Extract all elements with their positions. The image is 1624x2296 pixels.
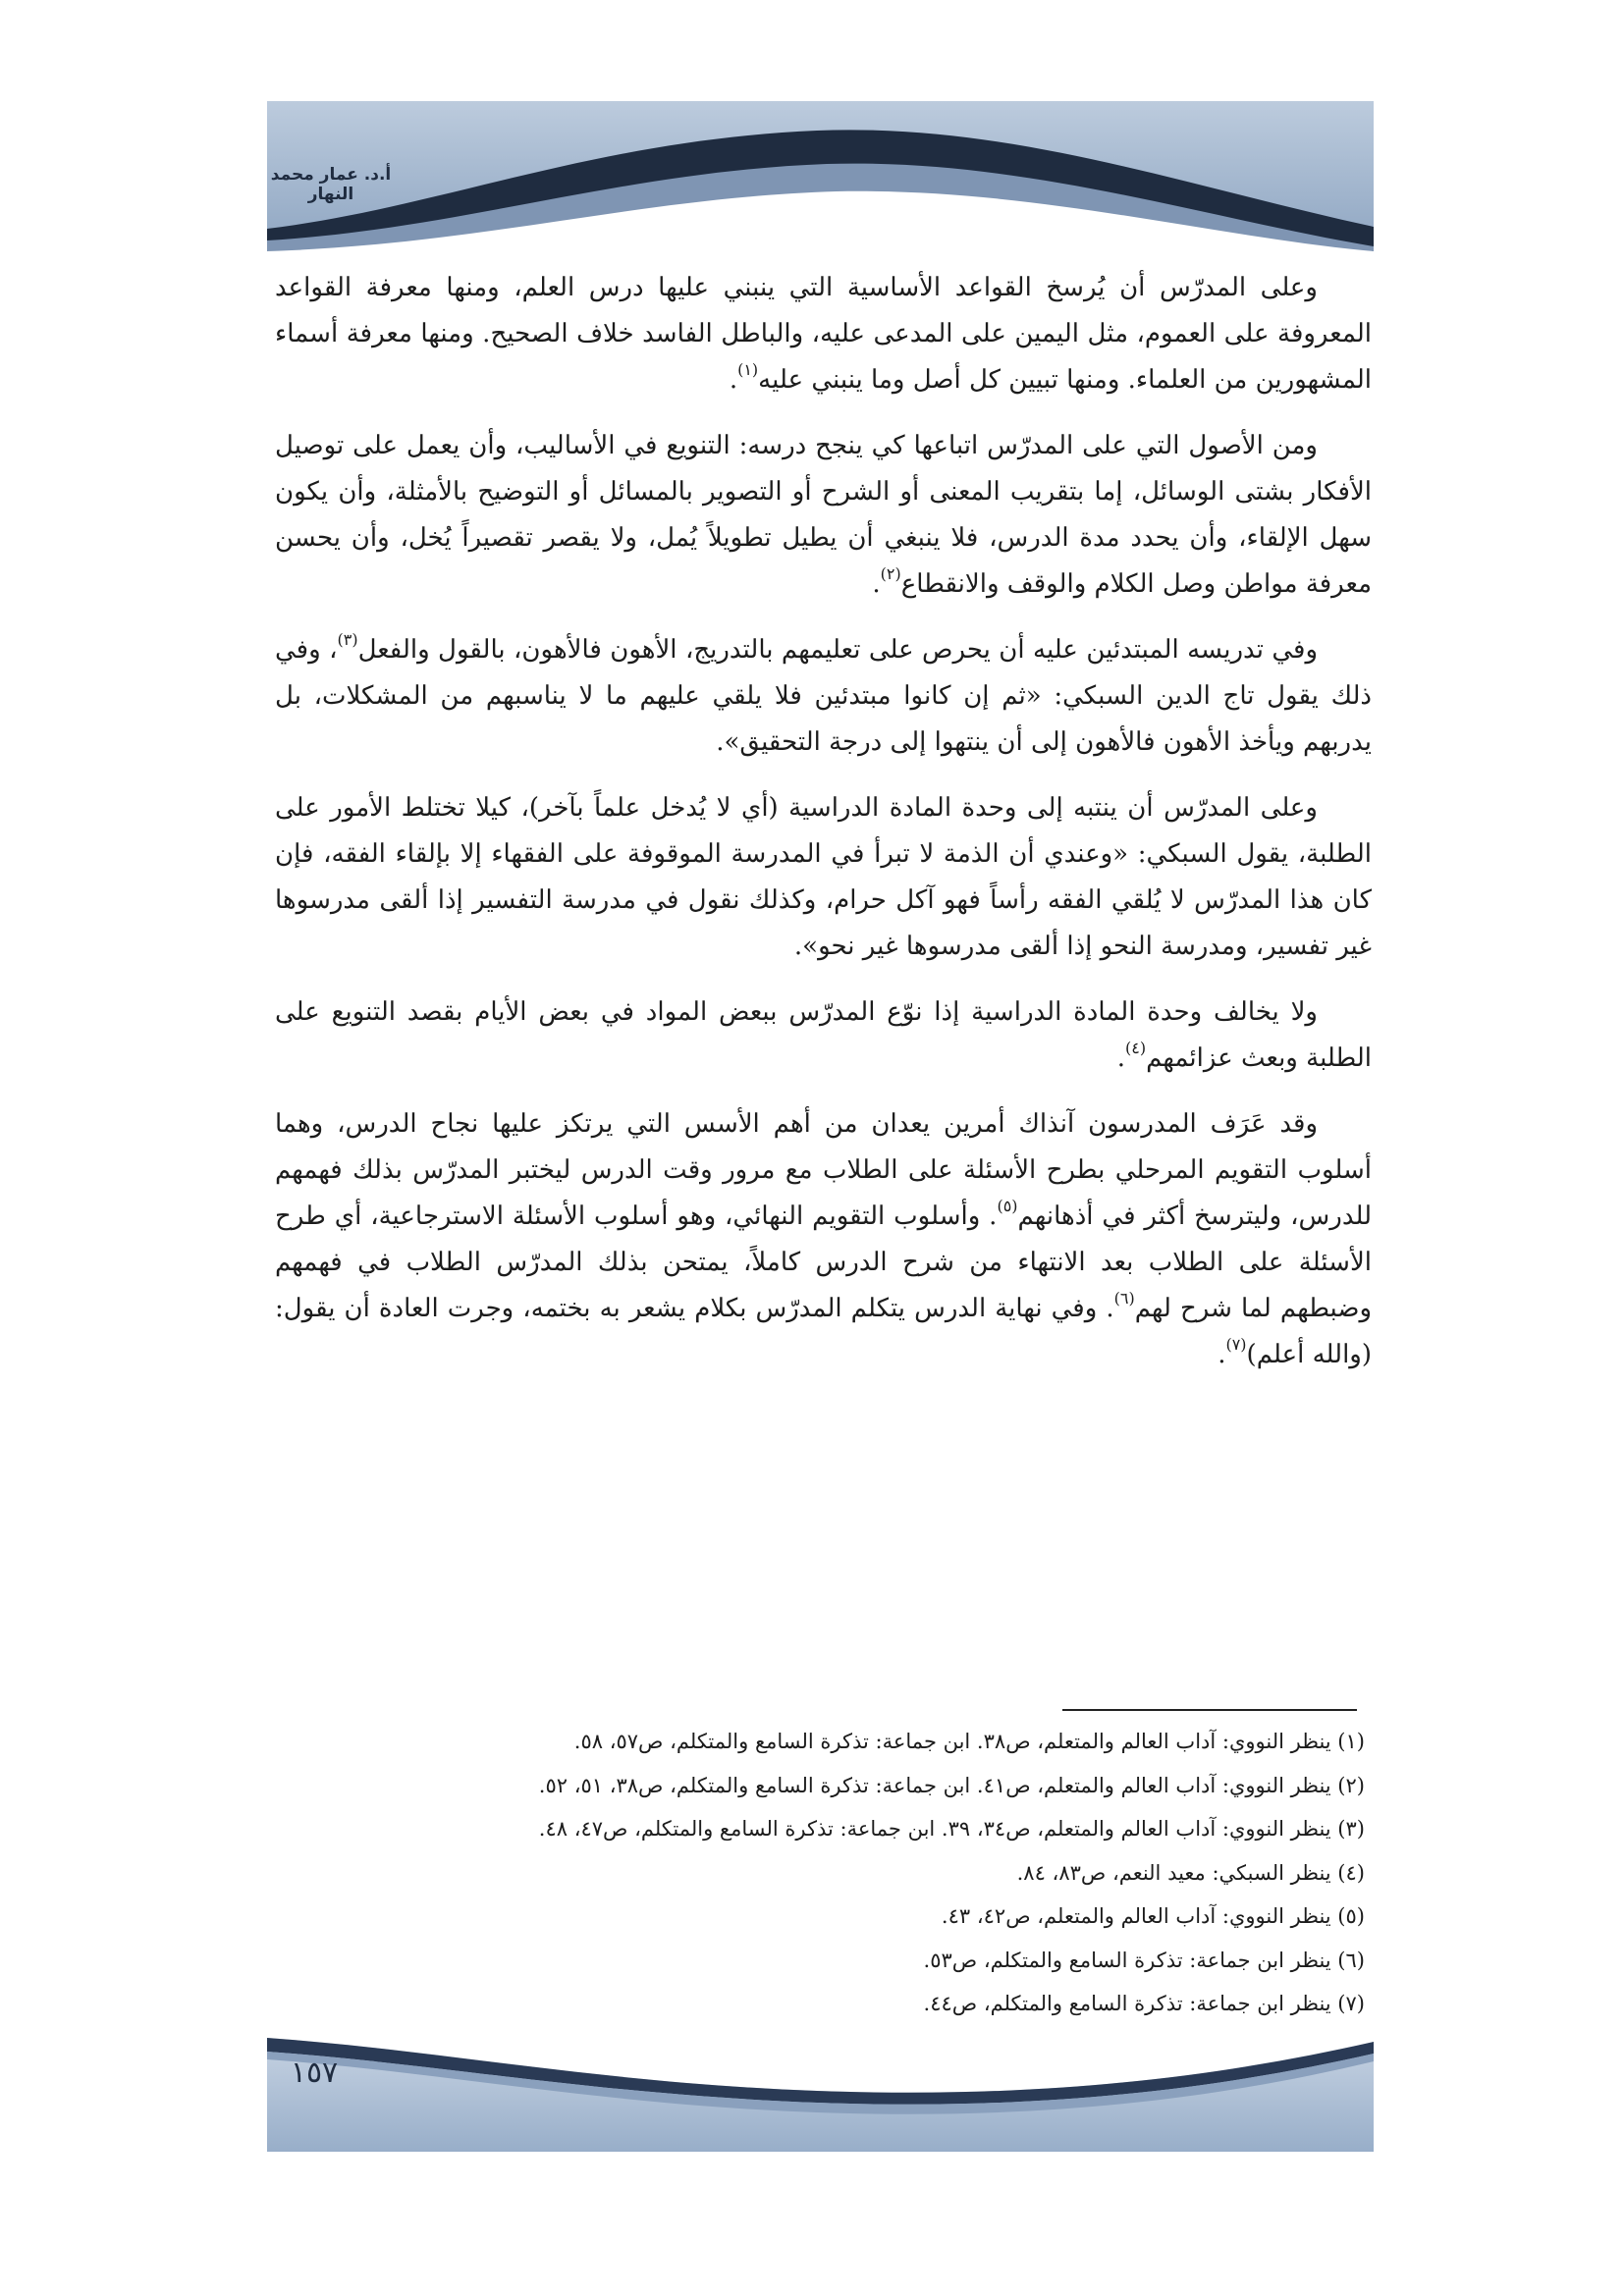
paragraph: ولا يخالف وحدة المادة الدراسية إذا نوّع المدرّس ببعض المواد في بعض الأيام بقصد التنويع على الطلبة وبعث عزائمهم$^{(٤)}$. (275, 997, 1372, 1073)
paragraph: ومن الأصول التي على المدرّس اتباعها كي ينجح درسه: التنويع في الأساليب، وأن يعمل على توصيل الأفكار بشتى الوسائل، إما بتقريب المعنى أو الشرح أو التصوير بالمسائل أو التوضيح بالأمثلة، وأن يكون سهل الإلقاء، وأن يحدد مدة الدرس، فلا ينبغي أن يطيل تطويلاً يُمل، ولا يقصر تقصيراً يُخل، وأن يحسن معرفة مواطن وصل الكلام والوقف والانقطاع$^{(٢)}$. (275, 431, 1372, 599)
footnote-ref: (٧) (1225, 1335, 1247, 1354)
footnote: (٦) ينظر ابن جماعة: تذكرة السامع والمتكلم، ص٥٣. (923, 1948, 1365, 1972)
footnote-ref: (٣) (337, 630, 358, 649)
footnote-ref: (١) (737, 360, 759, 379)
header-wave-graphic (267, 101, 1374, 251)
paragraph: وعلى المدرّس أن ينتبه إلى وحدة المادة الدراسية (أي لا يُدخل علماً بآخر)، كيلا تختلط الأمور على الطلبة، يقول السبكي: «وعندي أن الذمة لا تبرأ في المدرسة الموقوفة على الفقهاء إلا بإلقاء الفقه، فإن كان هذا المدرّس لا يُلقي الفقه رأساً فهو آكل حرام، وكذلك نقول في مدرسة التفسير إذا ألقى مدرسوها غير تفسير، ومدرسة النحو إذا ألقى مدرسوها غير نحو». (275, 793, 1372, 961)
footnote: (٥) ينظر النووي: آداب العالم والمتعلم، ص٤٢، ٤٣. (941, 1904, 1365, 1928)
footnote-ref: (٦) (1113, 1289, 1135, 1308)
footnote: (١) ينظر النووي: آداب العالم والمتعلم، ص٣٨. ابن جماعة: تذكرة السامع والمتكلم، ص٥٧، ٥٨. (573, 1730, 1365, 1753)
paragraph: وقد عَرَف المدرسون آنذاك أمرين يعدان من أهم الأسس التي يرتكز عليها نجاح الدرس، وهما أسلوب التقويم المرحلي بطرح الأسئلة على الطلاب مع مرور وقت الدرس ليختبر المدرّس بذلك فهمهم للدرس، وليترسخ أكثر في أذهانهم$^{(٥)}$. وأسلوب التقويم النهائي، وهو أسلوب الأسئلة الاسترجاعية، أي طرح الأسئلة على الطلاب بعد الانتهاء من شرح الدرس كاملاً، يمتحن بذلك المدرّس الطلاب في فهمهم وضبطهم لما شرح لهم$^{(٦)}$. وفي نهاية الدرس يتكلم المدرّس بكلام يشعر به بختمه، وجرت العادة أن يقول: (والله أعلم)$^{(٧)}$. (275, 1109, 1373, 1369)
footnotes (295, 1720, 1365, 2026)
footnote: (٣) ينظر النووي: آداب العالم والمتعلم، ص٣٤، ٣٩. ابن جماعة: تذكرة السامع والمتكلم، ص٤٧، ٤٨. (538, 1817, 1365, 1841)
footer-wave-graphic (267, 2032, 1374, 2152)
paragraph: وفي تدريسه المبتدئين عليه أن يحرص على تعليمهم بالتدريج، الأهون فالأهون، بالقول والفعل$^{(٣)}$، وفي ذلك يقول تاج الدين السبكي: «ثم إن كانوا مبتدئين فلا يلقي عليهم ما لا يناسبهم من المشكلات، بل يدربهم ويأخذ الأهون فالأهون إلى أن ينتهوا إلى درجة التحقيق». (275, 630, 1372, 757)
footnote-ref: (٤) (1125, 1039, 1147, 1057)
footer-band (267, 2032, 1374, 2152)
paragraph: وعلى المدرّس أن يُرسخ القواعد الأساسية التي ينبني عليها درس العلم، ومنها معرفة القواعد المعروفة على العموم، مثل اليمين على المدعى عليه، والباطل الفاسد خلاف الصحيح. ومنها معرفة أسماء المشهورين من العلماء. ومنها تبيين كل أصل وما ينبني عليه$^{(١)}$. (275, 273, 1372, 395)
main-text (275, 265, 1372, 1398)
footnote-ref: (٥) (997, 1197, 1018, 1215)
running-header-author: أ.د. عمار محمد النهار (270, 165, 392, 204)
footnote-separator (1062, 1709, 1357, 1711)
page-number: ١٥٧ (290, 2056, 339, 2090)
footnote-ref: (٢) (880, 564, 901, 583)
footnote: (٢) ينظر النووي: آداب العالم والمتعلم، ص٤١. ابن جماعة: تذكرة السامع والمتكلم، ص٣٨، ٥١، ٥٢. (538, 1773, 1365, 1797)
header-band (267, 101, 1374, 251)
footnote: (٤) ينظر السبكي: معيد النعم، ص٨٣، ٨٤. (1016, 1860, 1365, 1885)
footnote: (٧) ينظر ابن جماعة: تذكرة السامع والمتكلم، ص٤٤. (923, 1992, 1365, 2015)
